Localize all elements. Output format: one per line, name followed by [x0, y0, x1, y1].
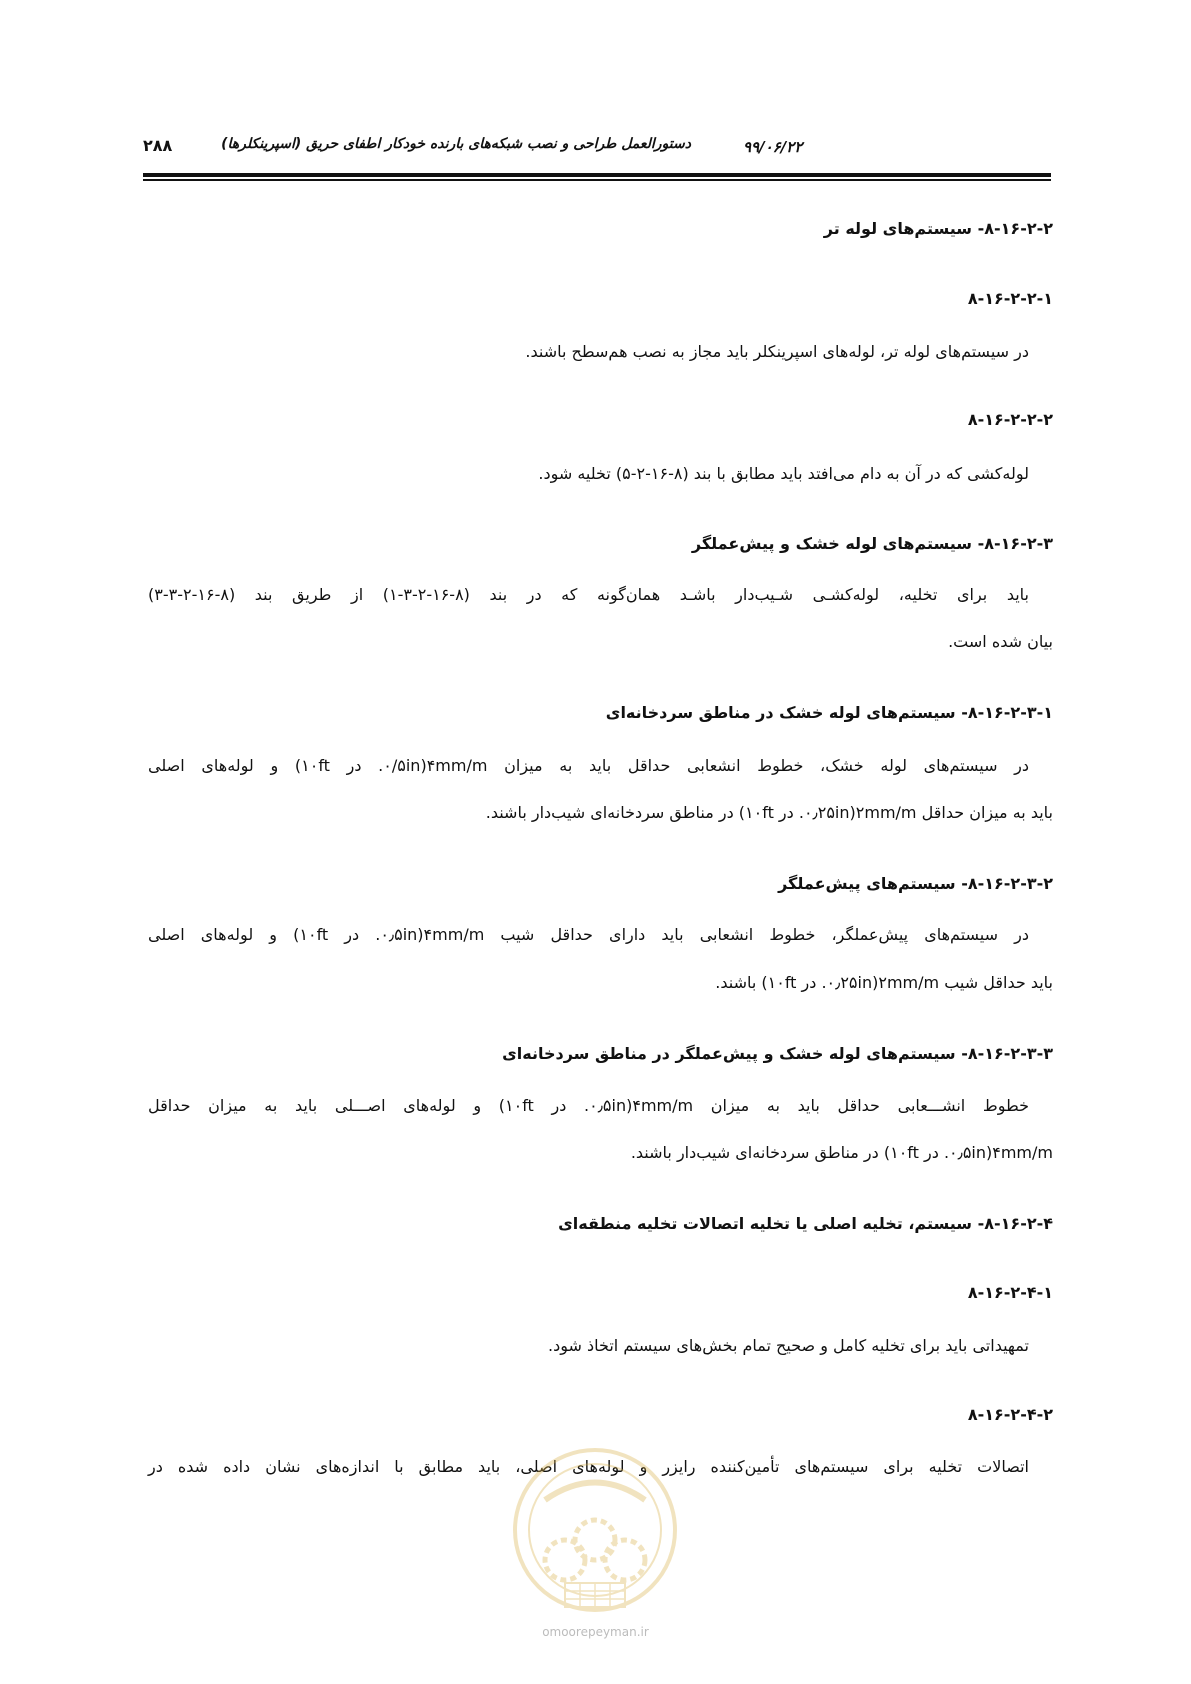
- header-title: دستورالعمل طراحی و نصب شبکه‌های بارنده خودکار اطفای حریق (اسپرینکلرها): [221, 136, 691, 152]
- paragraph-line: باید برای تخلیه، لوله‌کشـی شـیب‌دار باشـد همان‌گونه که در بند (۸-۱۶-۲-۳-۱) از طریق بند (۸-۱۶-۲-۳-۳): [148, 585, 1030, 604]
- watermark-logo-icon: [510, 1445, 680, 1620]
- clause-number: ۸-۱۶-۲-۴-۱: [967, 1283, 1053, 1302]
- section-heading: ۸-۱۶-۲-۳- سیستم‌های لوله خشک و پیش‌عملگر: [691, 534, 1053, 553]
- paragraph-line: خطوط انشـــعابی حداقل باید به میزان ۴mm/m(۰٫۵in. در ۱۰ft) و لوله‌های اصـــلی باید به میزان حداقل: [148, 1096, 1029, 1115]
- clause-number: ۸-۱۶-۲-۴-۲: [967, 1405, 1053, 1424]
- watermark-url: omoorepeyman.ir: [542, 1625, 649, 1639]
- section-heading: ۸-۱۶-۲-۲- سیستم‌های لوله تر: [823, 219, 1053, 238]
- paragraph-line: در سیستم‌های لوله خشک، خطوط انشعابی حداقل باید به میزان ۴mm/m(۰/۵in. در ۱۰ft) و لوله‌های اصلی: [148, 756, 1030, 775]
- paragraph: در سیستم‌های لوله تر، لوله‌های اسپرینکلر باید مجاز به نصب هم‌سطح باشند.: [525, 342, 1029, 361]
- page-number: ۲۸۸: [143, 136, 173, 155]
- paragraph-line: در سیستم‌های پیش‌عملگر، خطوط انشعابی باید دارای حداقل شیب ۴mm/m(۰٫۵in. در ۱۰ft) و لوله‌های اصلی: [148, 925, 1029, 944]
- paragraph-line: باید به میزان حداقل ۲mm/m(۰٫۲۵in. در ۱۰ft) در مناطق سردخانه‌ای شیب‌دار باشند.: [485, 803, 1053, 822]
- clause-number: ۸-۱۶-۲-۲-۱: [967, 289, 1053, 308]
- subsection-heading: ۸-۱۶-۲-۳-۲- سیستم‌های پیش‌عملگر: [778, 874, 1053, 893]
- paragraph: لوله‌کشی که در آن به دام می‌افتد باید مطابق با بند (۸-۱۶-۲-۵) تخلیه شود.: [538, 464, 1029, 483]
- paragraph-line: باید حداقل شیب ۲mm/m(۰٫۲۵in. در ۱۰ft) باشند.: [715, 973, 1053, 992]
- header-date: ۹۹/۰۶/۲۲: [743, 138, 803, 156]
- header-rule-thick: [143, 173, 1051, 177]
- paragraph-line: اتصالات تخلیه برای سیستم‌های تأمین‌کننده رایزر و لوله‌های اصلی، باید مطابق با اندازه‌های نشان داده شده در: [148, 1457, 1029, 1476]
- paragraph-line: بیان شده است.: [948, 632, 1053, 651]
- header-rule-thin: [143, 179, 1051, 181]
- paragraph-line: ۴mm/m(۰٫۵in. در ۱۰ft) در مناطق سردخانه‌ای شیب‌دار باشند.: [630, 1143, 1053, 1162]
- subsection-heading: ۸-۱۶-۲-۳-۳- سیستم‌های لوله خشک و پیش‌عملگر در مناطق سردخانه‌ای: [502, 1044, 1053, 1063]
- subsection-heading: ۸-۱۶-۲-۳-۱- سیستم‌های لوله خشک در مناطق سردخانه‌ای: [605, 703, 1053, 722]
- page-header: [143, 128, 1051, 162]
- section-heading: ۸-۱۶-۲-۴- سیستم، تخلیه اصلی یا تخلیه اتصالات تخلیه منطقه‌ای: [558, 1214, 1053, 1233]
- paragraph: تمهیداتی باید برای تخلیه کامل و صحیح تمام بخش‌های سیستم اتخاذ شود.: [548, 1336, 1029, 1355]
- clause-number: ۸-۱۶-۲-۲-۲: [967, 410, 1053, 429]
